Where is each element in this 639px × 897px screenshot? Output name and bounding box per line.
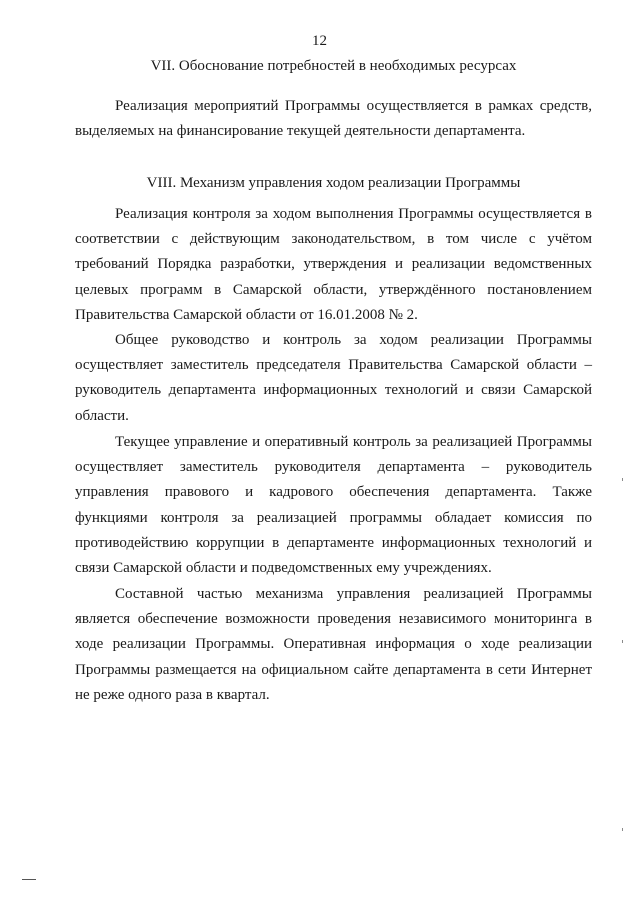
section-heading-management: VIII. Механизм управления ходом реализации Программы: [146, 175, 521, 191]
paragraph-resources: Реализация мероприятий Программы осуществляется в рамках средств, выделяемых на финансирование текущей деятельности департамента.: [75, 98, 592, 140]
scan-artifact-dot: [622, 828, 623, 831]
paragraph-general-management: Общее руководство и контроль за ходом реализации Программы осуществляет заместитель председателя Правительства Самарской области – руководитель департамента информационных технологий и связи Самарской области.: [75, 332, 592, 424]
scan-artifact-dot: [622, 640, 623, 643]
page-number: 12: [312, 33, 327, 49]
paragraph-monitoring: Составной частью механизма управления реализацией Программы является обеспечение возможности проведения независимого мониторинга в ходе реализации Программы. Оперативная информация о ходе реализации Программы размещается на официальном сайте департамента в сети Интернет не реже одного раза в квартал.: [75, 586, 592, 703]
scan-artifact-mark: [22, 879, 36, 880]
section-heading-resources: VII. Обоснование потребностей в необходимых ресурсах: [150, 58, 517, 74]
paragraph-operational-control: Текущее управление и оперативный контроль за реализацией Программы осуществляет заместитель руководителя департамента – руководитель управления правового и кадрового обеспечения департамента. Также функциями контроля за реализацией программы обладает комиссия по противодействию коррупции в департаменте информационных технологий и связи Самарской области и подведомственных ему учреждениях.: [75, 434, 592, 577]
scan-artifact-dot: [622, 478, 623, 481]
paragraph-control-legislation: Реализация контроля за ходом выполнения Программы осуществляется в соответствии с действующим законодательством, в том числе с учётом требований Порядка разработки, утверждения и реализации ведомственных целевых программ в Самарской области, утверждённого постановлением Правительства Самарской области от 16.01.2008 № 2.: [75, 206, 592, 323]
